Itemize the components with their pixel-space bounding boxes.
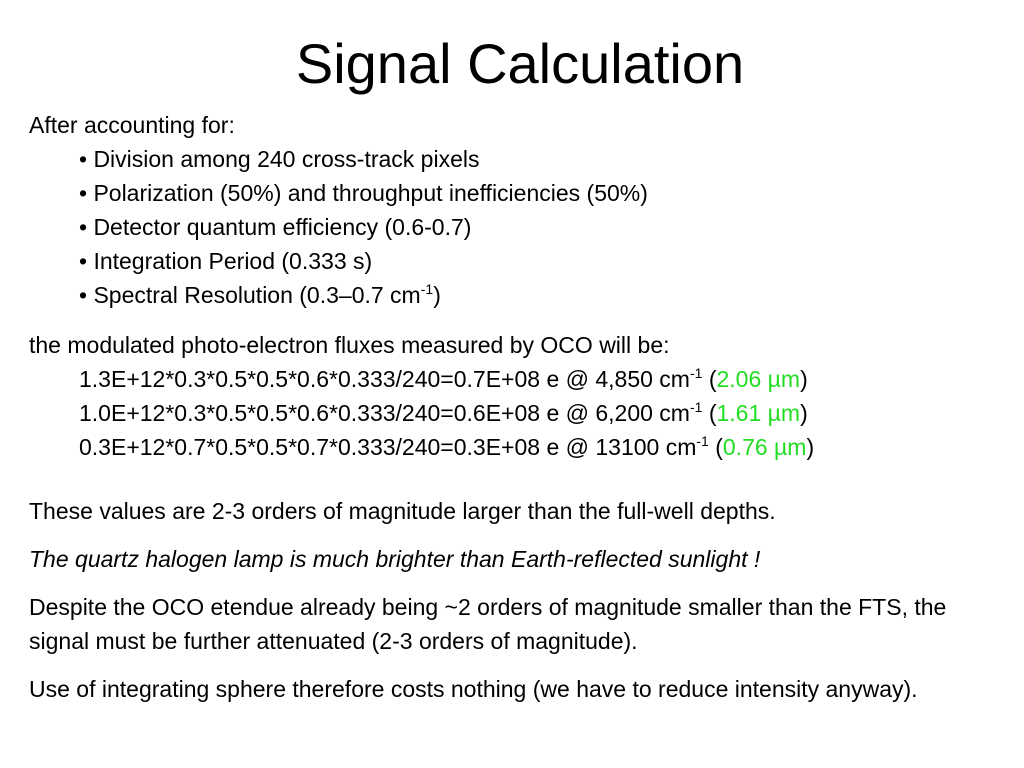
flux-expression: 1.3E+12*0.3*0.5*0.5*0.6*0.333/240=0.7E+08 e @ 4,850 cm (79, 366, 690, 392)
flux-expression: 0.3E+12*0.7*0.5*0.5*0.7*0.333/240=0.3E+08 e @ 13100 cm (79, 434, 697, 460)
paren-close: ) (800, 366, 808, 392)
paren-close: ) (800, 400, 808, 426)
bullet-text: • Integration Period (0.333 s) (79, 248, 373, 274)
superscript: -1 (689, 365, 703, 381)
bullet-item (29, 176, 1004, 210)
bullet-item (29, 278, 1004, 312)
full-well-statement: These values are 2-3 orders of magnitude larger than the full-well depths. (29, 498, 776, 524)
slide-title: Signal Calculation (295, 32, 745, 95)
bullet-item (29, 210, 1004, 244)
flux-line (29, 430, 1004, 464)
bullet-text-end: ) (433, 282, 441, 308)
flux-line (29, 362, 1004, 396)
paren-close: ) (806, 434, 815, 460)
superscript: -1 (689, 399, 703, 415)
superscript: -1 (420, 281, 434, 297)
flux-intro: the modulated photo-electron fluxes measured by OCO will be: (29, 332, 670, 358)
wavelength-highlight: 2.06 µm (716, 366, 801, 392)
wavelength-highlight: 1.61 µm (716, 400, 801, 426)
slide-body (29, 108, 1004, 706)
bullet-item (29, 142, 1004, 176)
bullet-list (29, 142, 1004, 312)
flux-list (29, 362, 1004, 464)
paren-open: ( (708, 434, 723, 460)
paren-open: ( (702, 400, 717, 426)
intro-text: After accounting for: (29, 112, 235, 138)
superscript: -1 (696, 433, 709, 449)
flux-line (29, 396, 1004, 430)
flux-expression: 1.0E+12*0.3*0.5*0.5*0.6*0.333/240=0.6E+08 e @ 6,200 cm (79, 400, 690, 426)
integrating-sphere-statement: Use of integrating sphere therefore costs nothing (we have to reduce intensity anyway). (29, 676, 918, 702)
lamp-statement: The quartz halogen lamp is much brighter than Earth-reflected sunlight ! (29, 546, 761, 572)
paren-open: ( (702, 366, 717, 392)
bullet-text: • Spectral Resolution (0.3–0.7 cm (79, 282, 421, 308)
wavelength-highlight: 0.76 µm (722, 434, 807, 460)
bullet-text: • Division among 240 cross-track pixels (79, 146, 480, 172)
bullet-item (29, 244, 1004, 278)
bullet-text: • Polarization (50%) and throughput inefficiencies (50%) (79, 180, 648, 206)
etendue-statement: Despite the OCO etendue already being ~2 orders of magnitude smaller than the FTS, the signal must be further attenuated (2-3 orders of magnitude). (29, 594, 947, 654)
bullet-text: • Detector quantum efficiency (0.6-0.7) (79, 214, 472, 240)
